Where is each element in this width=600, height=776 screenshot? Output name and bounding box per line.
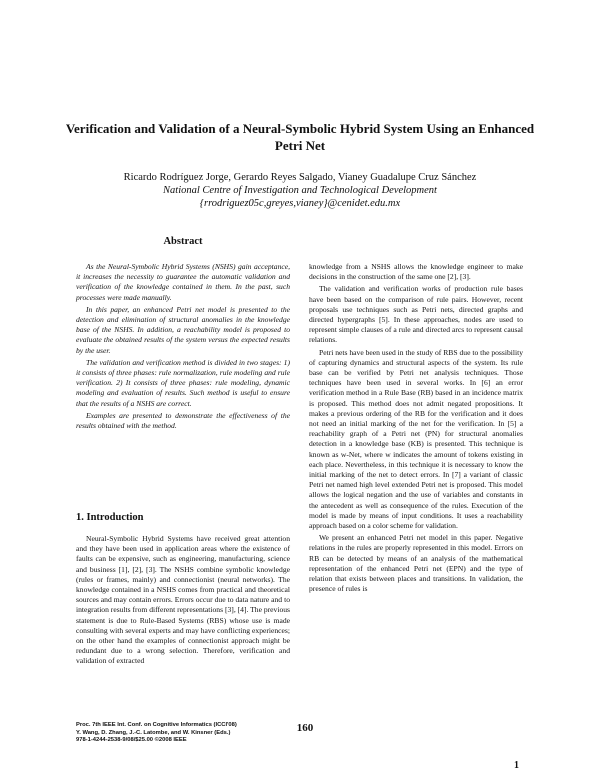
abstract-heading: Abstract	[163, 236, 203, 247]
introduction-body	[76, 534, 290, 669]
introduction-heading: 1. Introduction	[76, 512, 144, 523]
author-emails: {rrodriguez05c,greyes,vianey}@cenidet.edu.mx	[199, 198, 401, 209]
right-paragraph: Petri nets have been used in the study of RBS due to the possibility of capturing dynamics and structural aspects of the system. Its rule base can be verified by Petri net analysis techniques. Those techniques have been used in several works. In [6] an error verification method in a Rule Base (RB) based in an incidence matrix is proposed. This method does not admit negated propositions. It makes a previous ordering of the RB for the verification and it does not need an initial marking of the net for the verification. In [5] a reachability graph of a Petri net (PN) for structural anomalies detection in a knowledge base (KB) is presented. This technique is known as w-Net, where w indicates the amount of tokens existing in each place. Nevertheless, in this technique it is necessary to know the initial marking of the net to detect errors. In [7] a variant of classic Petri net named high level extended Petri net is proposed. This model allows the logical negation and the use of variables and constants in the antecedent as well as consequence of the rules. Execution of the model is made by means of input conditions. It uses a reachability approach based on a color scheme for validation.	[309, 347, 523, 531]
abstract-paragraph: As the Neural-Symbolic Hybrid Systems (NSHS) gain acceptance, it increases the necessity to guarantee the automatic validation and verification of the knowledge contained in them. In the past, such processes were made manually.	[76, 262, 290, 302]
paper-title: Verification and Validation of a Neural-Symbolic Hybrid System Using an Enhanced Petri Net	[65, 121, 535, 153]
page-number: 160	[296, 722, 314, 734]
abstract-body	[76, 262, 290, 433]
footer-line: 978-1-4244-2538-9/08/$25.00 ©2008 IEEE	[76, 737, 187, 743]
conference-footer	[76, 722, 256, 745]
author-block	[60, 171, 540, 210]
abstract-paragraph: Examples are presented to demonstrate the effectiveness of the results obtained with the method.	[76, 410, 290, 431]
affiliation: National Centre of Investigation and Technological Development	[163, 185, 437, 196]
right-column	[309, 262, 523, 597]
footer-line: Y. Wang, D. Zhang, J.-C. Latombe, and W. Kinsner (Eds.)	[76, 729, 231, 736]
abstract-paragraph: In this paper, an enhanced Petri net model is presented to the detection and elimination of structural anomalies in the knowledge base of the NSHS. In addition, a reachability model is proposed to evaluate the obtained results of the system versus the expected results by the user.	[76, 304, 290, 355]
author-names: Ricardo Rodríguez Jorge, Gerardo Reyes Salgado, Vianey Guadalupe Cruz Sánchez	[123, 172, 477, 183]
right-paragraph: The validation and verification works of production rule bases have been based on the comparison of rule pairs. However, recent proposals use techniques such as Petri nets, directed graphs and directed hypergraphs [5]. In these approaches, nodes are used to represent simple clauses of a rule and directed arcs to represent causal relations.	[309, 284, 523, 345]
corner-number: 1	[514, 760, 519, 771]
footer-line: Proc. 7th IEEE Int. Conf. on Cognitive Informatics (ICCI'08)	[76, 722, 237, 728]
right-paragraph: We present an enhanced Petri net model in this paper. Negative relations in the rules are properly represented in this model. Errors on RB can be detected by means of an analysis of the mathematical representation of the enhanced Petri net (EPN) and the type of relation that exists between places and transitions. In validation, the presence of rules is	[309, 533, 523, 594]
intro-paragraph: Neural-Symbolic Hybrid Systems have received great attention and they have been used in application areas where the existence of faults can be expensive, such as engineering, manufacturing, science and business [1], [2], [3]. The NSHS combine symbolic knowledge (rules or frames, mainly) and connectionist (neural networks). The knowledge contained in a NSHS comes from practical and theoretical sources and may contain errors. Errors occur due to data nature and to integration results from different representations [3], [4]. The previous statement is due to Rule-Based Systems (RBS) whose use is made consulting with several experts and may have conflicting experiences; on the other hand the examples of connectionist approach might be redundant due to a wrong selection. Therefore, verification and validation of extracted	[76, 534, 290, 666]
right-paragraph: knowledge from a NSHS allows the knowledge engineer to make decisions in the construction of the same one [2], [3].	[309, 262, 523, 282]
abstract-paragraph: The validation and verification method is divided in two stages: 1) it consists of three phases: rule normalization, rule modeling and rule verification. 2) It consists of three phases: rule modeling, dynamic modeling and evaluation of results. Such method is useful to ensure that the results of a NSHS are correct.	[76, 357, 290, 408]
